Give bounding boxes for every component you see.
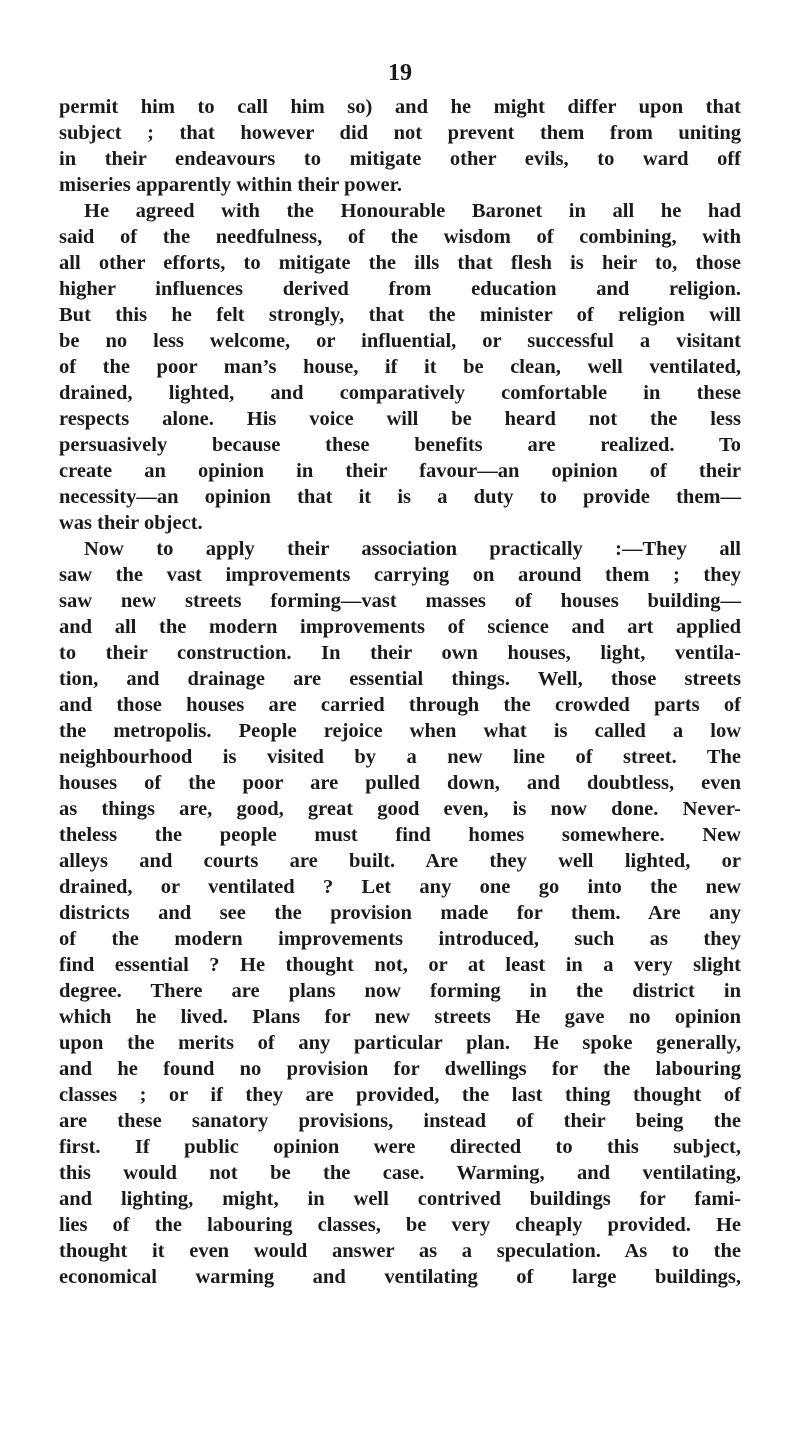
page-number: 19 [388,60,412,86]
text-line: neighbourhood is visited by a new line of street. The [59,746,741,768]
text-line: theless the people must find homes somewhere. New [59,824,741,846]
text-line: and all the modern improvements of science and art applied [59,616,741,638]
text-line: all other efforts, to mitigate the ills that flesh is heir to, those [59,252,741,274]
text-line: and lighting, might, in well contrived buildings for fami- [59,1188,741,1210]
text-line: lies of the labouring classes, be very cheaply provided. He [59,1214,741,1236]
text-line: be no less welcome, or influential, or successful a visitant [59,330,741,352]
text-line: as things are, good, great good even, is now done. Never- [59,798,741,820]
text-line: necessity—an opinion that it is a duty to provide them— [59,486,741,508]
text-line: are these sanatory provisions, instead of their being the [59,1110,741,1132]
text-line: thought it even would answer as a speculation. As to the [59,1240,741,1262]
text-line: of the modern improvements introduced, such as they [59,928,741,950]
text-line: which he lived. Plans for new streets He gave no opinion [59,1006,741,1028]
text-line: drained, lighted, and comparatively comfortable in these [59,382,741,404]
text-line: respects alone. His voice will be heard not the less [59,408,741,430]
text-line: create an opinion in their favour—an opinion of their [59,460,741,482]
text-line: the metropolis. People rejoice when what is called a low [59,720,741,742]
text-line: houses of the poor are pulled down, and doubtless, even [59,772,741,794]
body-text [59,94,741,1290]
text-line: higher influences derived from education and religion. [59,278,741,300]
text-line: in their endeavours to mitigate other evils, to ward off [59,148,741,170]
text-line: this would not be the case. Warming, and ventilating, [59,1162,741,1184]
text-line: He agreed with the Honourable Baronet in all he had [84,200,741,222]
text-line: But this he felt strongly, that the minister of religion will [59,304,741,326]
text-line: and he found no provision for dwellings for the labouring [59,1058,741,1080]
text-line: persuasively because these benefits are realized. To [59,434,741,456]
text-line: miseries apparently within their power. [59,174,402,196]
text-line: find essential ? He thought not, or at least in a very slight [59,954,741,976]
text-line: first. If public opinion were directed to this subject, [59,1136,741,1158]
text-line: to their construction. In their own houses, light, ventila- [59,642,741,664]
text-line: classes ; or if they are provided, the last thing thought of [59,1084,741,1106]
text-line: districts and see the provision made for them. Are any [59,902,741,924]
text-line: subject ; that however did not prevent them from uniting [59,122,741,144]
text-line: was their object. [59,512,203,534]
text-line: and those houses are carried through the crowded parts of [59,694,741,716]
text-line: degree. There are plans now forming in the district in [59,980,741,1002]
text-line: said of the needfulness, of the wisdom of combining, with [59,226,741,248]
text-line: tion, and drainage are essential things. Well, those streets [59,668,741,690]
text-line: upon the merits of any particular plan. He spoke generally, [59,1032,741,1054]
text-line: of the poor man’s house, if it be clean, well ventilated, [59,356,741,378]
text-line: economical warming and ventilating of large buildings, [59,1266,741,1288]
text-line: alleys and courts are built. Are they well lighted, or [59,850,741,872]
text-line: saw the vast improvements carrying on around them ; they [59,564,741,586]
text-line: saw new streets forming—vast masses of houses building— [59,590,741,612]
text-line: Now to apply their association practically :—They all [84,538,741,560]
text-line: drained, or ventilated ? Let any one go into the new [59,876,741,898]
text-line: permit him to call him so) and he might differ upon that [59,96,741,118]
